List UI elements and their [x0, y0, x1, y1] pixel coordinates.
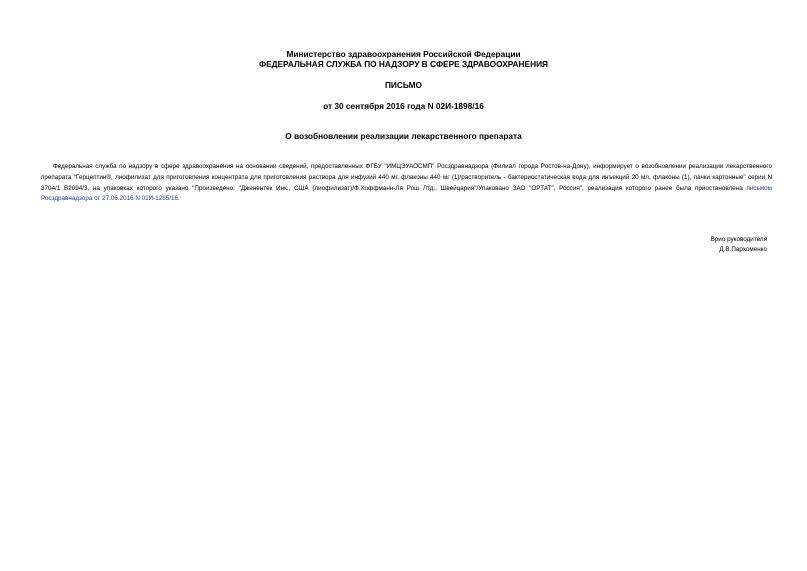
body-text-main: Федеральная служба по надзору в сфере здравоохранения на основании сведений, предоставленных ФГБУ "ИМЦЭУАОСМП" Росздравнадзора (Филиал города Ростов-на-Дону), информирует о возобновлении реализации лекарственного препарата "Герцептин®, лиофилизат для приготовления концентрата для приготовления раствора для инфузий 440 мг, флаконы 440 мг (1)/растворитель - бактериостатическая вода для инъекций 20 мл, флаконы (1), пачки картонные" серии N 3704/1 В2094/3, на упаковках которого указано "Произведено: "Дженентек Инк., США (лиофилизат)/Ф.Хоффманн-Ля Рош Лтд., Швейцария"/Упаковано ЗАО "ОРТАТ", Россия", реализация которого ранее была приостановлена [41, 163, 772, 192]
ministry-name: Министерство здравоохранения Российской Федерации [286, 49, 521, 59]
document-subject: О возобновлении реализации лекарственного препарата [285, 131, 522, 141]
signatory-title: Врио руководителя [710, 236, 767, 243]
document-type: ПИСЬМО [384, 80, 423, 90]
body-text-end: . [178, 195, 180, 203]
body-paragraph [41, 162, 772, 205]
reference-letter-link[interactable]: письмом Росздравнадзора от 27.06.2016 N 01И-1285/16 [41, 184, 772, 203]
signatory-name: Д.В.Пархоменко [719, 246, 767, 253]
document-date-number: от 30 сентября 2016 года N 02И-1898/16 [323, 101, 484, 111]
service-name: ФЕДЕРАЛЬНАЯ СЛУЖБА ПО НАДЗОРУ В СФЕРЕ ЗДРАВООХРАНЕНИЯ [259, 59, 548, 69]
